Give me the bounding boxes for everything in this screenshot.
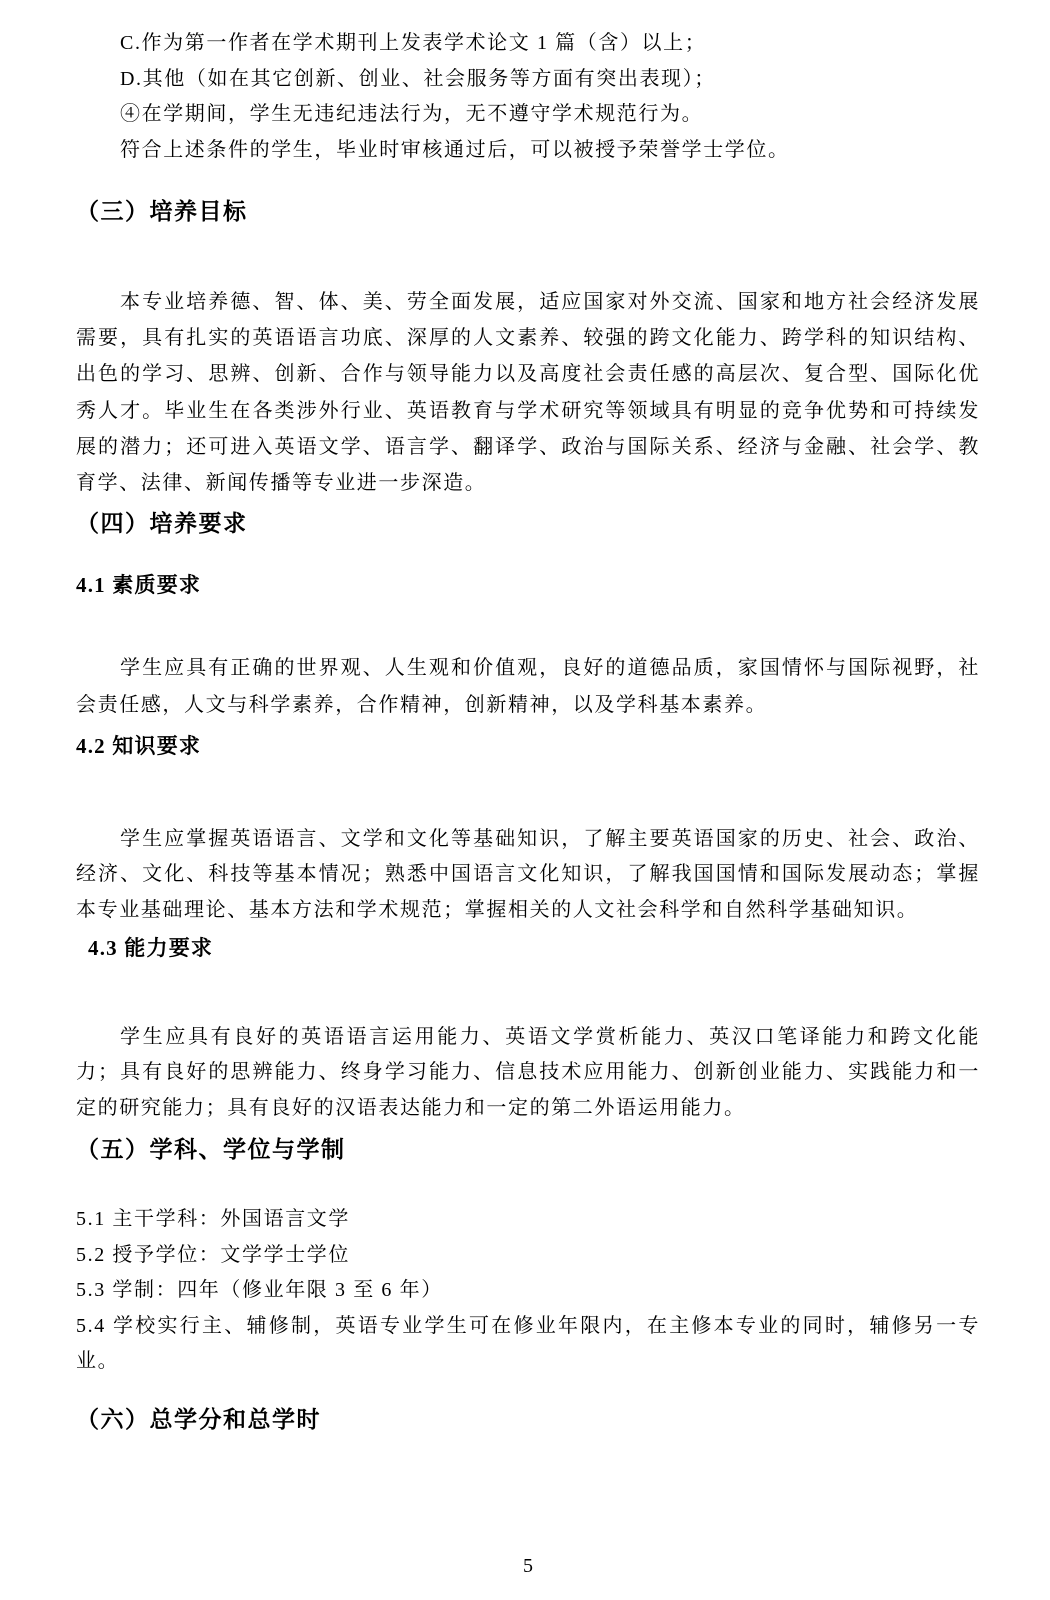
item-5-1: 5.1 主干学科：外国语言文学 bbox=[76, 1208, 350, 1230]
subsection-4-2-heading: 4.2 知识要求 bbox=[76, 734, 202, 758]
condition-item-c: C.作为第一作者在学术期刊上发表学术论文 1 篇（含）以上； bbox=[120, 32, 707, 54]
subsection-4-3-paragraph: 学生应具有良好的英语语言运用能力、英语文学赏析能力、英汉口笔译能力和跨文化能力；具有良好的思辨能力、终身学习能力、信息技术应用能力、创新创业能力、实践能力和一定的研究能力；具有良好的汉语表达能力和一定的第二外语运用能力。 bbox=[76, 1026, 980, 1119]
page-number: 5 bbox=[523, 1555, 533, 1577]
section-5-items bbox=[76, 1202, 980, 1380]
section-3-paragraph: 本专业培养德、智、体、美、劳全面发展，适应国家对外交流、国家和地方社会经济发展需要，具有扎实的英语语言功底、深厚的人文素养、较强的跨文化能力、跨学科的知识结构、出色的学习、思辨、创新、合作与领导能力以及高度社会责任感的高层次、复合型、国际化优秀人才。毕业生在各类涉外行业、英语教育与学术研究等领域具有明显的竞争优势和可持续发展的潜力；还可进入英语文学、语言学、翻译学、政治与国际关系、经济与金融、社会学、教育学、法律、新闻传播等专业进一步深造。 bbox=[76, 291, 980, 495]
section-5-heading: （五）学科、学位与学制 bbox=[76, 1136, 346, 1162]
subsection-4-1-heading: 4.1 素质要求 bbox=[76, 573, 202, 597]
honors-degree-conditions bbox=[120, 26, 980, 168]
condition-item-4: ④在学期间，学生无违纪违法行为，无不遵守学术规范行为。 bbox=[120, 103, 704, 125]
item-5-3: 5.3 学制：四年（修业年限 3 至 6 年） bbox=[76, 1279, 443, 1301]
item-5-2: 5.2 授予学位：文学学士学位 bbox=[76, 1243, 350, 1266]
condition-item-d: D.其他（如在其它创新、创业、社会服务等方面有突出表现）； bbox=[120, 67, 716, 90]
subsection-4-2-paragraph: 学生应掌握英语语言、文学和文化等基础知识，了解主要英语国家的历史、社会、政治、经济、文化、科技等基本情况；熟悉中国语言文化知识，了解我国国情和国际发展动态；掌握本专业基础理论、基本方法和学术规范；掌握相关的人文社会科学和自然科学基础知识。 bbox=[76, 828, 980, 921]
subsection-4-3-heading: 4.3 能力要求 bbox=[88, 936, 214, 960]
conditions-closing-line: 符合上述条件的学生，毕业时审核通过后，可以被授予荣誉学士学位。 bbox=[120, 138, 790, 161]
section-3-heading: （三）培养目标 bbox=[76, 198, 248, 224]
item-5-4: 5.4 学校实行主、辅修制，英语专业学生可在修业年限内，在主修本专业的同时，辅修另一专业。 bbox=[76, 1314, 980, 1372]
section-6-heading: （六）总学分和总学时 bbox=[76, 1406, 321, 1432]
subsection-4-1-paragraph: 学生应具有正确的世界观、人生观和价值观，良好的道德品质，家国情怀与国际视野，社会责任感，人文与科学素养，合作精神，创新精神，以及学科基本素养。 bbox=[76, 657, 980, 716]
section-4-heading: （四）培养要求 bbox=[76, 510, 248, 536]
